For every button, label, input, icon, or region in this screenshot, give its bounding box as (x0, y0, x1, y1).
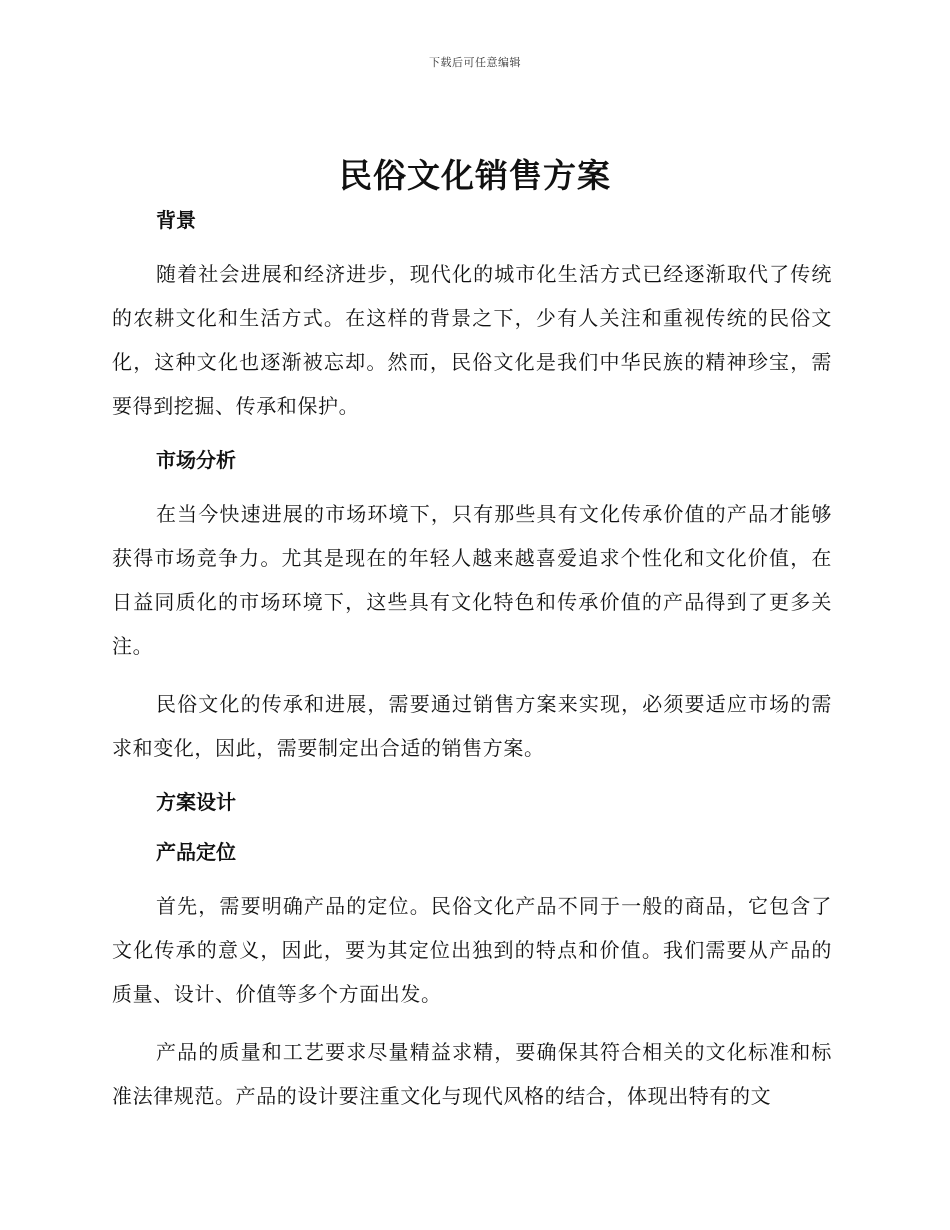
document-title: 民俗文化销售方案 (339, 156, 611, 195)
document-body (112, 202, 832, 1132)
paragraph-market-1: 在当今快速进展的市场环境下，只有那些具有文化传承价值的产品才能够获得市场竞争力。尤其是现在的年轻人越来越喜爱追求个性化和文化价值，在日益同质化的市场环境下，这些具有文化特色和传承价值的产品得到了更多关注。 (112, 502, 832, 658)
section-heading-product-positioning: 产品定位 (156, 840, 236, 864)
page-header-note: 下载后可任意编辑 (429, 56, 521, 69)
paragraph-background-1: 随着社会进展和经济进步，现代化的城市化生活方式已经逐渐取代了传统的农耕文化和生活方式。在这样的背景之下，少有人关注和重视传统的民俗文化，这种文化也逐渐被忘却。然而，民俗文化是我们中华民族的精神珍宝，需要得到挖掘、传承和保护。 (112, 262, 832, 418)
section-heading-market-analysis: 市场分析 (156, 448, 236, 472)
section-heading-plan-design: 方案设计 (156, 790, 236, 814)
section-heading-background: 背景 (156, 208, 196, 232)
paragraph-market-2: 民俗文化的传承和进展，需要通过销售方案来实现，必须要适应市场的需求和变化，因此，需要制定出合适的销售方案。 (112, 692, 832, 760)
paragraph-positioning-1: 首先，需要明确产品的定位。民俗文化产品不同于一般的商品，它包含了文化传承的意义，因此，要为其定位出独到的特点和价值。我们需要从产品的质量、设计、价值等多个方面出发。 (112, 894, 832, 1006)
paragraph-positioning-2: 产品的质量和工艺要求尽量精益求精，要确保其符合相关的文化标准和标准法律规范。产品的设计要注重文化与现代风格的结合，体现出特有的文 (112, 1040, 832, 1108)
